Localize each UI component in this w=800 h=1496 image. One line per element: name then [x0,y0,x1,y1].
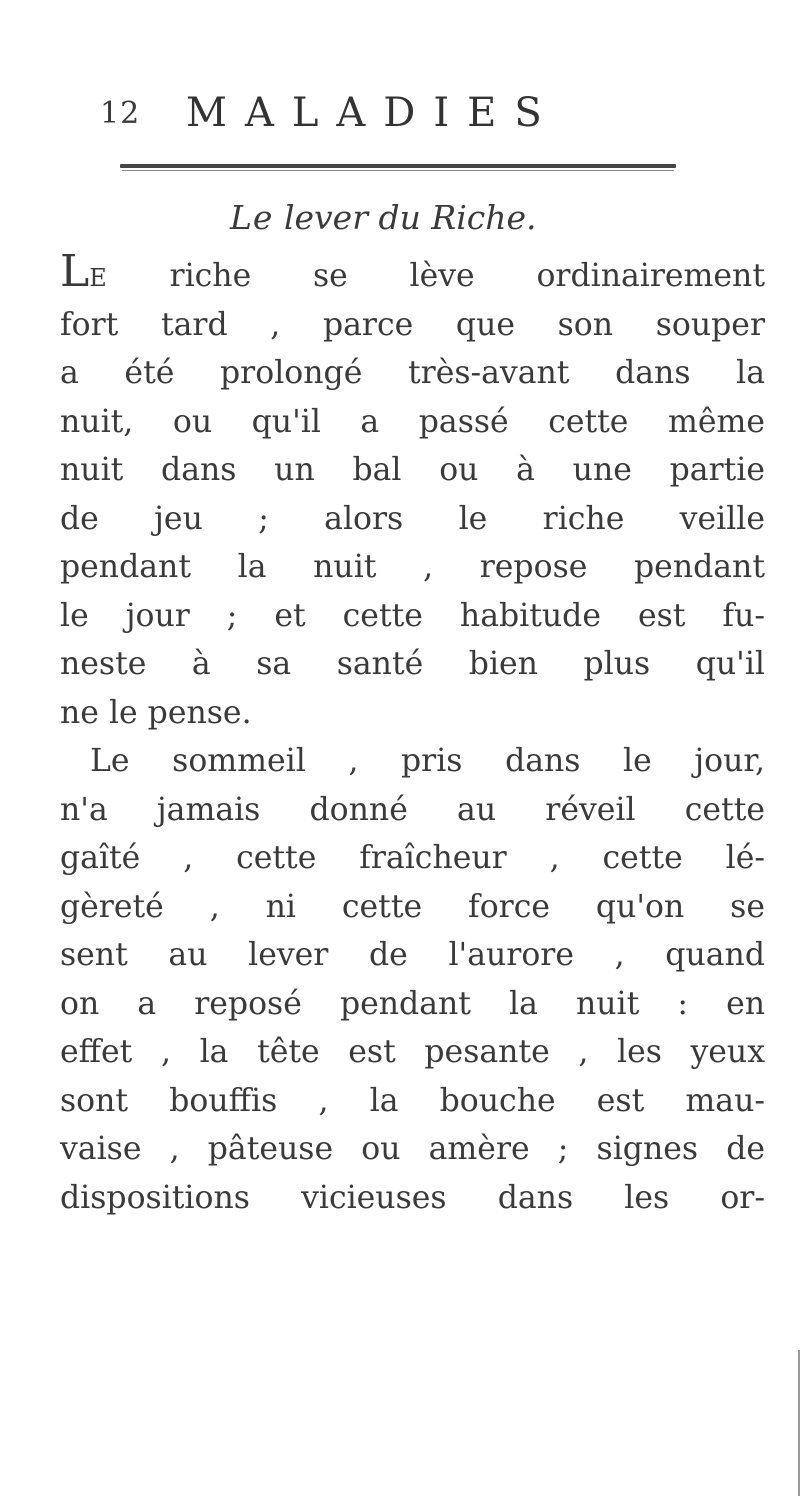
text-line: de jeu ; alors le riche veille [60,500,765,537]
text-line: ne le pense. [60,694,252,731]
text-line: a été prolongé très-avant dans la [60,355,765,391]
page-number: 12 [100,96,141,131]
small-cap: E [89,264,108,292]
text-line: gèreté , ni cette force qu'on se [60,888,765,925]
body-text [60,246,766,1222]
header-rule [120,164,676,168]
text-line: on a reposé pendant la nuit : en [60,985,765,1022]
text-line: sent au lever de l'aurore , quand [60,937,765,973]
running-title: MALADIES [186,90,560,136]
text-line: nuit dans un bal ou à une partie [60,452,765,488]
text-line: effet , la tête est pesante , les yeux [60,1034,765,1070]
text-line: vaise , pâteuse ou amère ; signes de [60,1131,765,1167]
text-line: dispositions vicieuses dans les or- [60,1179,765,1216]
running-head [100,90,660,136]
text-line: n'a jamais donné au réveil cette [60,791,765,828]
drop-cap: L [60,246,90,297]
header-rule-thin [122,170,674,171]
text-line: gaîté , cette fraîcheur , cette lé- [60,840,765,876]
section-title-cap: Le [230,198,274,237]
text-line: neste à sa santé bien plus qu'il [60,646,765,682]
text-line: sont bouffis , la bouche est mau- [60,1082,765,1119]
section-title [230,198,537,237]
text-line: fort tard , parce que son souper [60,306,765,343]
section-title-rest: lever du Riche. [283,198,537,237]
text-line: LE riche se lève ordinairement [60,246,766,297]
text-line: nuit, ou qu'il a passé cette même [60,403,765,440]
text-line: le jour ; et cette habitude est fu- [60,597,765,634]
text-line: Le sommeil , pris dans le jour, [90,743,765,779]
text-line: pendant la nuit , repose pendant [60,549,765,585]
